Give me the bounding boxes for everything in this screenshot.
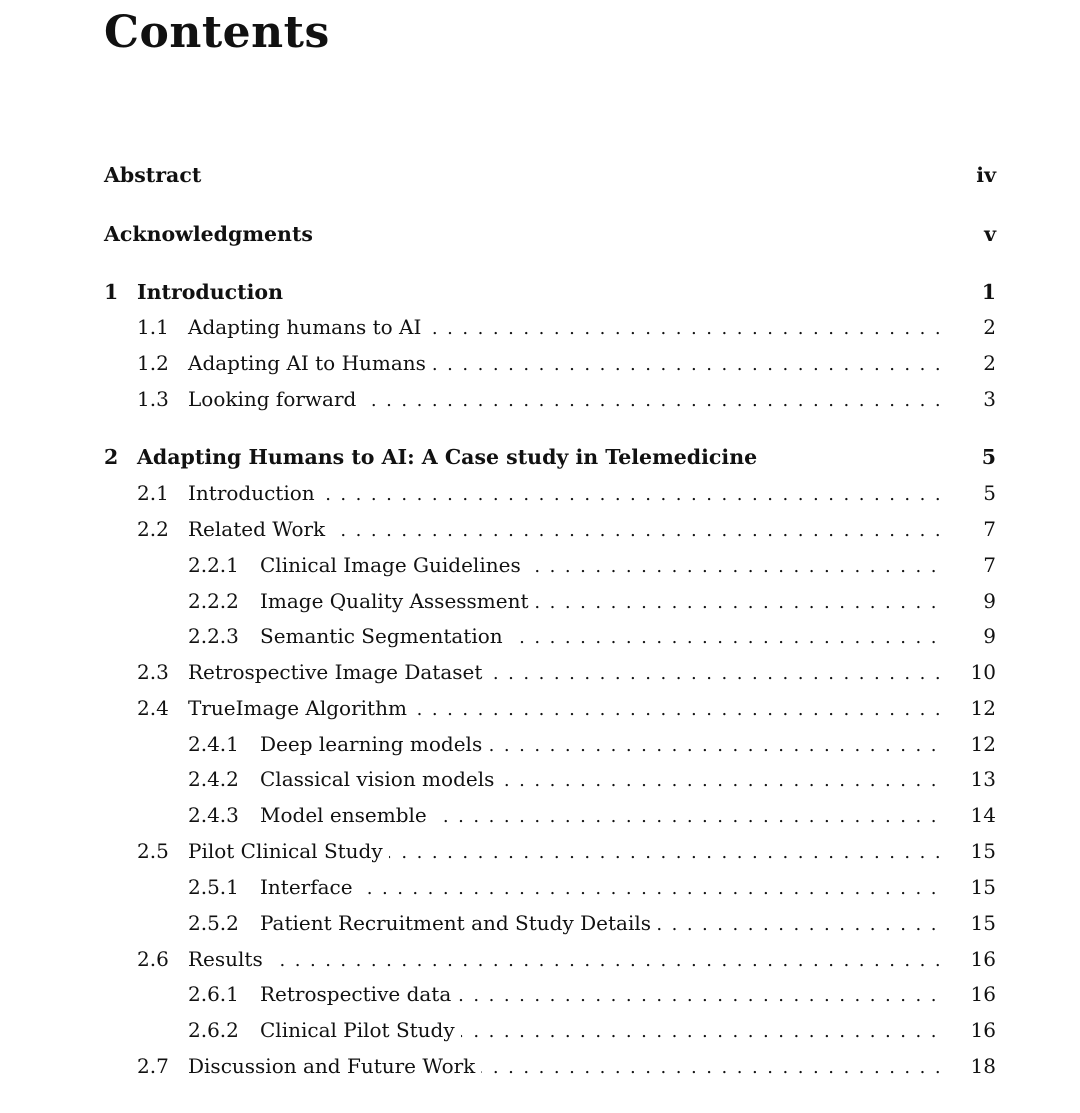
toc-entry-page-number: 12 — [970, 732, 996, 756]
toc-entry-label: TrueImage Algorithm — [188, 693, 413, 723]
toc-entry[interactable] — [0, 693, 1080, 723]
toc-entry-page-number: 5 — [981, 445, 996, 469]
toc-entry-label: Discussion and Future Work — [188, 1051, 481, 1081]
toc-entry[interactable] — [0, 312, 1080, 342]
toc-entry-label: Pilot Clinical Study — [188, 836, 389, 866]
toc-entry-number: 1 — [104, 280, 119, 304]
toc-entry[interactable] — [0, 836, 1080, 866]
toc-entry-number: 2.4.2 — [188, 767, 239, 791]
page-title: Contents — [104, 7, 330, 58]
toc-entry-number: 1.1 — [137, 315, 169, 339]
toc-entry-label: Interface — [260, 872, 359, 902]
toc-entry-label: Related Work — [188, 514, 331, 544]
toc-entry[interactable] — [0, 586, 1080, 616]
toc-entry-label: Adapting Humans to AI: A Case study in Telemedicine — [137, 442, 763, 472]
toc-entry-label: Adapting humans to AI — [188, 312, 427, 342]
toc-entry-label: Model ensemble — [260, 800, 433, 830]
toc-entry[interactable] — [0, 908, 1080, 938]
toc-entry[interactable] — [0, 442, 1080, 472]
toc-entry-label: Abstract — [104, 160, 207, 190]
toc-entry-number: 2.1 — [137, 481, 169, 505]
toc-entry-page-number: iv — [976, 163, 996, 187]
toc-entry-label: Acknowledgments — [104, 219, 319, 249]
toc-entry-page-number: 2 — [983, 315, 996, 339]
toc-entry-number: 1.2 — [137, 351, 169, 375]
toc-entry-page-number: 18 — [970, 1054, 996, 1078]
toc-entry-label: Patient Recruitment and Study Details — [260, 908, 657, 938]
toc-entry-page-number: v — [984, 222, 996, 246]
toc-entry-number: 2.5 — [137, 839, 169, 863]
toc-entry-label: Classical vision models — [260, 764, 500, 794]
toc-entry[interactable] — [0, 514, 1080, 544]
toc-entry-label: Clinical Image Guidelines — [260, 550, 527, 580]
toc-entry-number: 2.4.1 — [188, 732, 239, 756]
toc-entry[interactable] — [0, 160, 1080, 190]
toc-entry-label: Semantic Segmentation — [260, 621, 509, 651]
toc-entry-number: 1.3 — [137, 387, 169, 411]
toc-entry-page-number: 15 — [970, 911, 996, 935]
toc-entry[interactable] — [0, 384, 1080, 414]
toc-entry-label: Clinical Pilot Study — [260, 1015, 461, 1045]
toc-entry-number: 2.2 — [137, 517, 169, 541]
toc-entry[interactable] — [0, 277, 1080, 307]
toc-entry-page-number: 7 — [983, 517, 996, 541]
toc-entry-label: Looking forward — [188, 384, 362, 414]
toc-entry-page-number: 15 — [970, 875, 996, 899]
toc-entry-number: 2 — [104, 445, 119, 469]
toc-entry[interactable] — [0, 800, 1080, 830]
toc-entry-number: 2.5.2 — [188, 911, 239, 935]
dot-leader — [188, 944, 946, 974]
toc-entry-number: 2.6.1 — [188, 982, 239, 1006]
toc-entry[interactable] — [0, 729, 1080, 759]
toc-entry-number: 2.5.1 — [188, 875, 239, 899]
toc-entry-page-number: 16 — [970, 947, 996, 971]
toc-entry[interactable] — [0, 872, 1080, 902]
toc-entry-number: 2.6.2 — [188, 1018, 239, 1042]
toc-entry-number: 2.6 — [137, 947, 169, 971]
toc-entry-page-number: 3 — [983, 387, 996, 411]
toc-entry-page-number: 13 — [970, 767, 996, 791]
toc-entry-page-number: 12 — [970, 696, 996, 720]
toc-entry[interactable] — [0, 1015, 1080, 1045]
toc-entry-label: Deep learning models — [260, 729, 488, 759]
toc-entry-label: Adapting AI to Humans — [188, 348, 432, 378]
toc-entry-page-number: 7 — [983, 553, 996, 577]
toc-entry-number: 2.2.2 — [188, 589, 239, 613]
toc-entry-page-number: 9 — [983, 624, 996, 648]
toc-entry-page-number: 2 — [983, 351, 996, 375]
toc-entry-number: 2.7 — [137, 1054, 169, 1078]
toc-entry-page-number: 5 — [983, 481, 996, 505]
toc-entry-number: 2.2.3 — [188, 624, 239, 648]
toc-entry[interactable] — [0, 979, 1080, 1009]
toc-entry-page-number: 14 — [970, 803, 996, 827]
toc-entry-number: 2.2.1 — [188, 553, 239, 577]
toc-entry[interactable] — [0, 348, 1080, 378]
toc-entry-label: Introduction — [137, 277, 289, 307]
toc-entry-page-number: 1 — [981, 280, 996, 304]
toc-entry-number: 2.4 — [137, 696, 169, 720]
dot-leader — [260, 872, 946, 902]
toc-entry-page-number: 16 — [970, 982, 996, 1006]
toc-entry[interactable] — [0, 621, 1080, 651]
toc-entry[interactable] — [0, 478, 1080, 508]
toc-entry-label: Retrospective data — [260, 979, 457, 1009]
toc-entry[interactable] — [0, 1051, 1080, 1081]
toc-entry-number: 2.3 — [137, 660, 169, 684]
toc-entry-label: Introduction — [188, 478, 321, 508]
toc-entry-page-number: 9 — [983, 589, 996, 613]
toc-entry[interactable] — [0, 550, 1080, 580]
toc-entry-label: Retrospective Image Dataset — [188, 657, 488, 687]
toc-entry[interactable] — [0, 944, 1080, 974]
toc-entry-number: 2.4.3 — [188, 803, 239, 827]
toc-entry-label: Image Quality Assessment — [260, 586, 535, 616]
toc-entry-page-number: 15 — [970, 839, 996, 863]
toc-entry-label: Results — [188, 944, 269, 974]
toc-entry-page-number: 16 — [970, 1018, 996, 1042]
toc-entry[interactable] — [0, 657, 1080, 687]
toc-entry[interactable] — [0, 219, 1080, 249]
toc-entry-page-number: 10 — [970, 660, 996, 684]
toc-entry[interactable] — [0, 764, 1080, 794]
